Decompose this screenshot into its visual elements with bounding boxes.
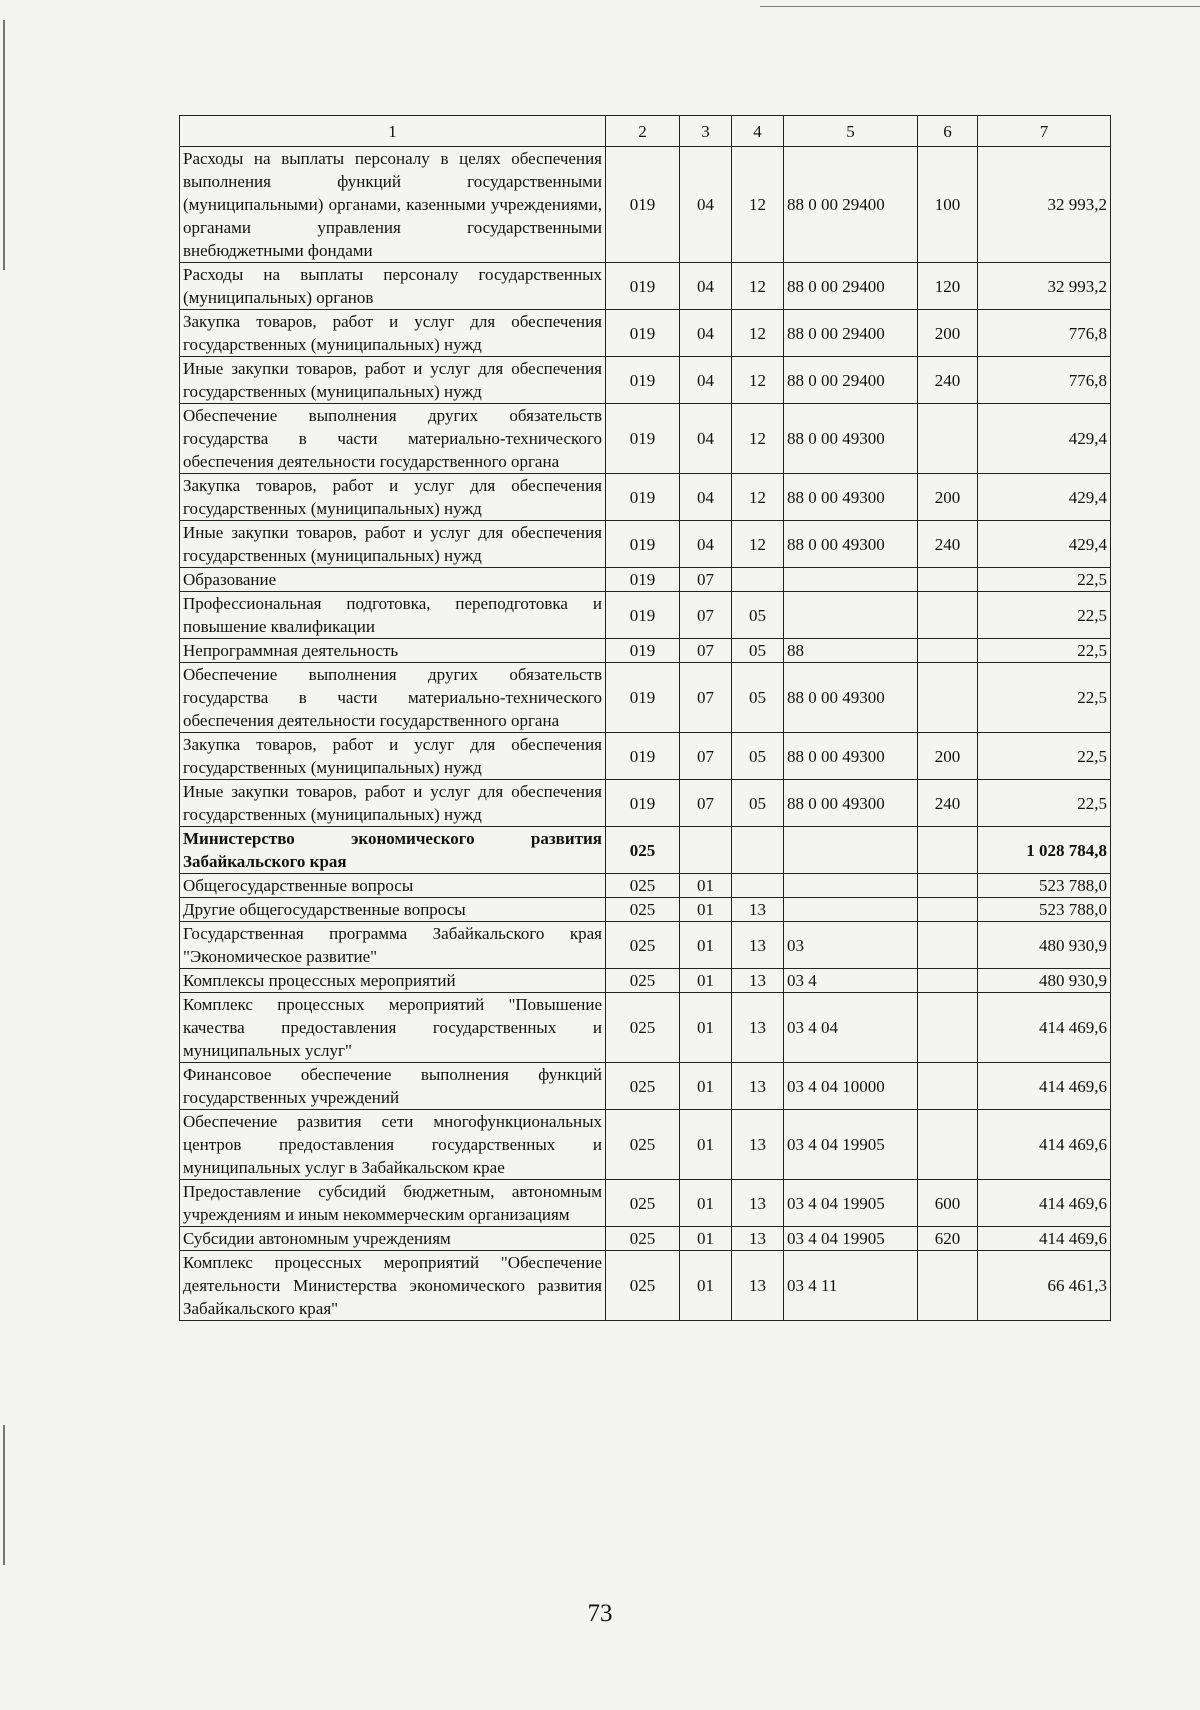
- row-subsection-cell: 13: [732, 1110, 784, 1180]
- row-grbs-cell: 019: [606, 310, 680, 357]
- row-subsection-cell: 13: [732, 969, 784, 993]
- row-target-article-cell: 03 4 04 10000: [784, 1063, 918, 1110]
- row-amount-cell: 414 469,6: [978, 993, 1111, 1063]
- row-section-cell: 07: [680, 733, 732, 780]
- row-section-cell: 01: [680, 969, 732, 993]
- row-subsection-cell: 13: [732, 898, 784, 922]
- row-amount-cell: 414 469,6: [978, 1227, 1111, 1251]
- row-subsection-cell: [732, 827, 784, 874]
- table-row: [180, 1227, 1111, 1251]
- row-target-article-cell: 88 0 00 49300: [784, 780, 918, 827]
- row-name-cell: Комплекс процессных мероприятий "Обеспечение деятельности Министерства экономического развития Забайкальского края": [180, 1251, 606, 1321]
- row-grbs-cell: 019: [606, 663, 680, 733]
- row-subsection-cell: 05: [732, 663, 784, 733]
- row-section-cell: 07: [680, 592, 732, 639]
- row-grbs-cell: 019: [606, 357, 680, 404]
- row-amount-cell: 22,5: [978, 780, 1111, 827]
- row-amount-cell: 429,4: [978, 474, 1111, 521]
- row-section-cell: 07: [680, 568, 732, 592]
- row-target-article-cell: 88 0 00 29400: [784, 147, 918, 263]
- row-section-cell: 04: [680, 474, 732, 521]
- row-section-cell: 04: [680, 310, 732, 357]
- row-section-cell: 04: [680, 263, 732, 310]
- row-grbs-cell: 025: [606, 827, 680, 874]
- header-cell: 4: [732, 116, 784, 147]
- row-grbs-cell: 025: [606, 898, 680, 922]
- header-cell: 1: [180, 116, 606, 147]
- row-name-cell: Комплекс процессных мероприятий "Повышение качества предоставления государственных и муниципальных услуг": [180, 993, 606, 1063]
- row-expense-type-cell: 600: [918, 1180, 978, 1227]
- table-row: [180, 521, 1111, 568]
- row-subsection-cell: 12: [732, 404, 784, 474]
- row-expense-type-cell: [918, 874, 978, 898]
- row-name-cell: Закупка товаров, работ и услуг для обеспечения государственных (муниципальных) нужд: [180, 474, 606, 521]
- row-expense-type-cell: 120: [918, 263, 978, 310]
- row-grbs-cell: 019: [606, 263, 680, 310]
- row-grbs-cell: 025: [606, 922, 680, 969]
- row-subsection-cell: 13: [732, 1063, 784, 1110]
- table-row: [180, 969, 1111, 993]
- table-row: [180, 568, 1111, 592]
- table-row: [180, 827, 1111, 874]
- header-cell: 3: [680, 116, 732, 147]
- row-section-cell: 01: [680, 1227, 732, 1251]
- row-target-article-cell: 88 0 00 49300: [784, 404, 918, 474]
- row-section-cell: 01: [680, 1180, 732, 1227]
- row-section-cell: 01: [680, 874, 732, 898]
- row-expense-type-cell: [918, 898, 978, 922]
- row-target-article-cell: 88 0 00 49300: [784, 733, 918, 780]
- row-name-cell: Закупка товаров, работ и услуг для обеспечения государственных (муниципальных) нужд: [180, 310, 606, 357]
- row-target-article-cell: 88 0 00 49300: [784, 663, 918, 733]
- row-expense-type-cell: [918, 639, 978, 663]
- row-subsection-cell: 13: [732, 1251, 784, 1321]
- row-section-cell: 01: [680, 922, 732, 969]
- row-grbs-cell: 019: [606, 733, 680, 780]
- table-row: [180, 874, 1111, 898]
- scan-artifact-line: [3, 1425, 5, 1565]
- table-row: [180, 898, 1111, 922]
- row-section-cell: 07: [680, 780, 732, 827]
- row-expense-type-cell: [918, 1063, 978, 1110]
- row-target-article-cell: [784, 592, 918, 639]
- table-row: [180, 404, 1111, 474]
- row-target-article-cell: 88 0 00 29400: [784, 263, 918, 310]
- row-subsection-cell: 12: [732, 474, 784, 521]
- row-name-cell: Финансовое обеспечение выполнения функций государственных учреждений: [180, 1063, 606, 1110]
- row-section-cell: 07: [680, 663, 732, 733]
- row-amount-cell: 414 469,6: [978, 1110, 1111, 1180]
- row-amount-cell: 66 461,3: [978, 1251, 1111, 1321]
- row-subsection-cell: 13: [732, 922, 784, 969]
- row-section-cell: 04: [680, 147, 732, 263]
- row-target-article-cell: 03: [784, 922, 918, 969]
- row-target-article-cell: 03 4 04 19905: [784, 1227, 918, 1251]
- row-section-cell: 01: [680, 1251, 732, 1321]
- row-grbs-cell: 025: [606, 969, 680, 993]
- row-target-article-cell: 88 0 00 29400: [784, 357, 918, 404]
- row-name-cell: Обеспечение выполнения других обязательств государства в части материально-технического обеспечения деятельности государственного органа: [180, 404, 606, 474]
- row-name-cell: Государственная программа Забайкальского края "Экономическое развитие": [180, 922, 606, 969]
- row-grbs-cell: 025: [606, 1180, 680, 1227]
- header-cell: 5: [784, 116, 918, 147]
- row-subsection-cell: [732, 568, 784, 592]
- row-amount-cell: 414 469,6: [978, 1063, 1111, 1110]
- row-amount-cell: 480 930,9: [978, 969, 1111, 993]
- row-subsection-cell: 13: [732, 993, 784, 1063]
- table-row: [180, 663, 1111, 733]
- row-target-article-cell: [784, 827, 918, 874]
- row-target-article-cell: 03 4 11: [784, 1251, 918, 1321]
- row-amount-cell: 22,5: [978, 592, 1111, 639]
- row-subsection-cell: 12: [732, 310, 784, 357]
- row-subsection-cell: 05: [732, 733, 784, 780]
- row-name-cell: Закупка товаров, работ и услуг для обеспечения государственных (муниципальных) нужд: [180, 733, 606, 780]
- row-subsection-cell: 05: [732, 592, 784, 639]
- row-amount-cell: 776,8: [978, 310, 1111, 357]
- row-grbs-cell: 019: [606, 639, 680, 663]
- row-section-cell: 01: [680, 898, 732, 922]
- row-amount-cell: 22,5: [978, 733, 1111, 780]
- row-name-cell: Профессиональная подготовка, переподготовка и повышение квалификации: [180, 592, 606, 639]
- row-expense-type-cell: [918, 922, 978, 969]
- row-amount-cell: 22,5: [978, 663, 1111, 733]
- row-expense-type-cell: 620: [918, 1227, 978, 1251]
- row-target-article-cell: 88 0 00 29400: [784, 310, 918, 357]
- row-amount-cell: 1 028 784,8: [978, 827, 1111, 874]
- row-target-article-cell: 03 4: [784, 969, 918, 993]
- table-row: [180, 310, 1111, 357]
- row-target-article-cell: 88: [784, 639, 918, 663]
- row-amount-cell: 32 993,2: [978, 147, 1111, 263]
- row-name-cell: Предоставление субсидий бюджетным, автономным учреждениям и иным некоммерческим организациям: [180, 1180, 606, 1227]
- budget-table-body: [180, 116, 1111, 1321]
- row-amount-cell: 22,5: [978, 639, 1111, 663]
- row-name-cell: Иные закупки товаров, работ и услуг для обеспечения государственных (муниципальных) нужд: [180, 780, 606, 827]
- row-expense-type-cell: 200: [918, 474, 978, 521]
- row-amount-cell: 776,8: [978, 357, 1111, 404]
- table-row: [180, 474, 1111, 521]
- row-name-cell: Непрограммная деятельность: [180, 639, 606, 663]
- row-name-cell: Образование: [180, 568, 606, 592]
- row-name-cell: Общегосударственные вопросы: [180, 874, 606, 898]
- row-target-article-cell: [784, 898, 918, 922]
- row-expense-type-cell: 200: [918, 310, 978, 357]
- table-row: [180, 1110, 1111, 1180]
- row-subsection-cell: 12: [732, 147, 784, 263]
- row-amount-cell: 480 930,9: [978, 922, 1111, 969]
- table-row: [180, 592, 1111, 639]
- table-row: [180, 1180, 1111, 1227]
- scan-artifact-line: [3, 20, 5, 270]
- table-row: [180, 263, 1111, 310]
- row-target-article-cell: 88 0 00 49300: [784, 521, 918, 568]
- row-expense-type-cell: [918, 568, 978, 592]
- row-name-cell: Комплексы процессных мероприятий: [180, 969, 606, 993]
- row-grbs-cell: 019: [606, 568, 680, 592]
- row-grbs-cell: 025: [606, 993, 680, 1063]
- row-expense-type-cell: 240: [918, 521, 978, 568]
- row-name-cell: Расходы на выплаты персоналу в целях обеспечения выполнения функций государственными (муниципальными) органами, казенными учреждениями, органами управления государственными внебюджетными фондами: [180, 147, 606, 263]
- row-expense-type-cell: [918, 827, 978, 874]
- row-target-article-cell: 88 0 00 49300: [784, 474, 918, 521]
- row-grbs-cell: 025: [606, 1227, 680, 1251]
- row-grbs-cell: 019: [606, 592, 680, 639]
- row-grbs-cell: 019: [606, 521, 680, 568]
- row-expense-type-cell: [918, 663, 978, 733]
- table-row: [180, 147, 1111, 263]
- row-name-cell: Обеспечение развития сети многофункциональных центров предоставления государственных и муниципальных услуг в Забайкальском крае: [180, 1110, 606, 1180]
- budget-table: [179, 115, 1111, 1321]
- row-name-cell: Субсидии автономным учреждениям: [180, 1227, 606, 1251]
- row-grbs-cell: 019: [606, 780, 680, 827]
- row-expense-type-cell: 200: [918, 733, 978, 780]
- row-target-article-cell: 03 4 04 19905: [784, 1180, 918, 1227]
- row-target-article-cell: 03 4 04: [784, 993, 918, 1063]
- row-subsection-cell: 12: [732, 521, 784, 568]
- row-subsection-cell: 12: [732, 357, 784, 404]
- row-grbs-cell: 025: [606, 874, 680, 898]
- table-row: [180, 357, 1111, 404]
- row-grbs-cell: 025: [606, 1063, 680, 1110]
- row-expense-type-cell: 240: [918, 357, 978, 404]
- row-subsection-cell: 13: [732, 1180, 784, 1227]
- row-name-cell: Иные закупки товаров, работ и услуг для обеспечения государственных (муниципальных) нужд: [180, 357, 606, 404]
- row-section-cell: 04: [680, 404, 732, 474]
- row-grbs-cell: 019: [606, 147, 680, 263]
- row-amount-cell: 22,5: [978, 568, 1111, 592]
- table-header-row: [180, 116, 1111, 147]
- row-target-article-cell: [784, 568, 918, 592]
- table-row: [180, 733, 1111, 780]
- table-row: [180, 780, 1111, 827]
- row-name-cell: Министерство экономического развития Забайкальского края: [180, 827, 606, 874]
- header-cell: 7: [978, 116, 1111, 147]
- row-subsection-cell: 05: [732, 780, 784, 827]
- row-amount-cell: 429,4: [978, 404, 1111, 474]
- row-name-cell: Расходы на выплаты персоналу государственных (муниципальных) органов: [180, 263, 606, 310]
- row-name-cell: Иные закупки товаров, работ и услуг для обеспечения государственных (муниципальных) нужд: [180, 521, 606, 568]
- row-section-cell: 01: [680, 993, 732, 1063]
- row-amount-cell: 32 993,2: [978, 263, 1111, 310]
- page-number: 73: [587, 1600, 613, 1627]
- row-expense-type-cell: [918, 592, 978, 639]
- row-amount-cell: 414 469,6: [978, 1180, 1111, 1227]
- row-subsection-cell: 13: [732, 1227, 784, 1251]
- row-expense-type-cell: [918, 993, 978, 1063]
- row-target-article-cell: [784, 874, 918, 898]
- row-section-cell: [680, 827, 732, 874]
- row-grbs-cell: 019: [606, 404, 680, 474]
- row-grbs-cell: 025: [606, 1110, 680, 1180]
- row-section-cell: 04: [680, 357, 732, 404]
- row-amount-cell: 523 788,0: [978, 874, 1111, 898]
- table-row: [180, 1063, 1111, 1110]
- row-target-article-cell: 03 4 04 19905: [784, 1110, 918, 1180]
- table-row: [180, 1251, 1111, 1321]
- row-grbs-cell: 019: [606, 474, 680, 521]
- row-expense-type-cell: [918, 404, 978, 474]
- row-grbs-cell: 025: [606, 1251, 680, 1321]
- row-expense-type-cell: 240: [918, 780, 978, 827]
- row-section-cell: 01: [680, 1110, 732, 1180]
- row-section-cell: 07: [680, 639, 732, 663]
- header-cell: 2: [606, 116, 680, 147]
- row-name-cell: Обеспечение выполнения других обязательств государства в части материально-технического обеспечения деятельности государственного органа: [180, 663, 606, 733]
- row-subsection-cell: 12: [732, 263, 784, 310]
- row-amount-cell: 429,4: [978, 521, 1111, 568]
- row-expense-type-cell: 100: [918, 147, 978, 263]
- row-subsection-cell: 05: [732, 639, 784, 663]
- row-amount-cell: 523 788,0: [978, 898, 1111, 922]
- row-section-cell: 01: [680, 1063, 732, 1110]
- row-expense-type-cell: [918, 1110, 978, 1180]
- row-section-cell: 04: [680, 521, 732, 568]
- table-row: [180, 922, 1111, 969]
- row-name-cell: Другие общегосударственные вопросы: [180, 898, 606, 922]
- row-subsection-cell: [732, 874, 784, 898]
- table-row: [180, 993, 1111, 1063]
- row-expense-type-cell: [918, 969, 978, 993]
- scan-artifact-line: [760, 6, 1200, 7]
- table-row: [180, 639, 1111, 663]
- row-expense-type-cell: [918, 1251, 978, 1321]
- header-cell: 6: [918, 116, 978, 147]
